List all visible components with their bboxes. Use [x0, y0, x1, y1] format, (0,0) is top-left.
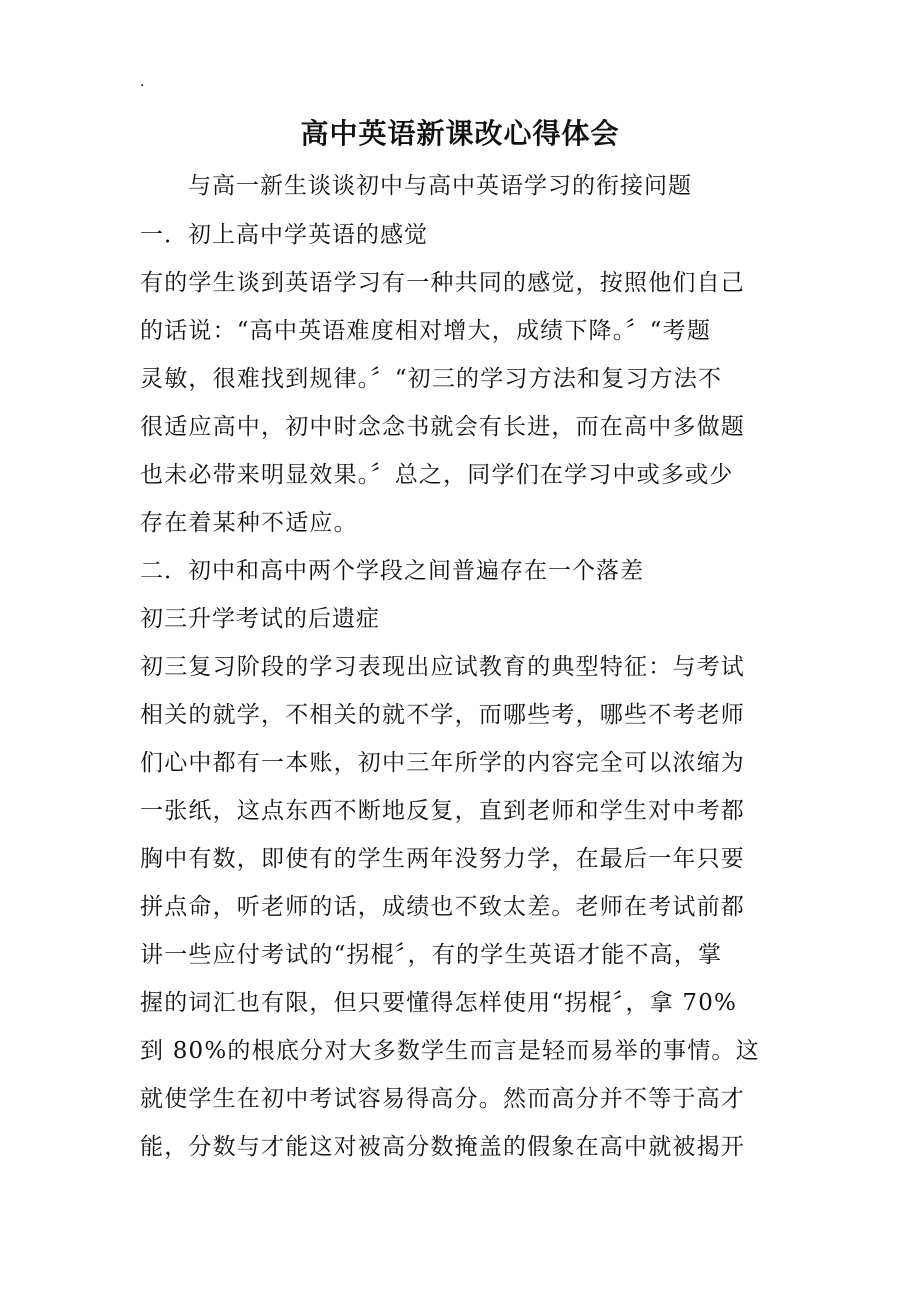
paragraph-line: 能，分数与才能这对被高分数掩盖的假象在高中就被揭开 — [140, 1134, 745, 1160]
paragraph-line: 很适应高中，初中时念念书就会有长进，而在高中多做题 — [140, 414, 745, 440]
paragraph-line: 的话说：“高中英语难度相对增大，成绩下降。〞“考题 — [140, 318, 712, 344]
paragraph-line: 到 80%的根底分对大多数学生而言是轻而易举的事情。这 — [140, 1038, 760, 1064]
paragraph-line: 有的学生谈到英语学习有一种共同的感觉，按照他们自己 — [140, 270, 745, 296]
paragraph-line: 也未必带来明显效果。〞总之，同学们在学习中或多或少 — [140, 462, 734, 488]
document-subtitle: 与高一新生谈谈初中与高中英语学习的衔接问题 — [188, 173, 692, 199]
paragraph-line: 存在着某种不适应。 — [140, 510, 358, 536]
section-heading-1: 一．初上高中学英语的感觉 — [140, 222, 428, 248]
paragraph-line: 握的词汇也有限，但只要懂得怎样使用“拐棍〞，拿 70% — [140, 990, 738, 1016]
document-body — [140, 211, 780, 1171]
paragraph-line: 讲一些应付考试的“拐棍〞，有的学生英语才能不高，掌 — [140, 942, 723, 968]
paragraph-line: 灵敏，很难找到规律。〞“初三的学习方法和复习方法不 — [140, 366, 723, 392]
paragraph-line: 就使学生在初中考试容易得高分。然而高分并不等于高才 — [140, 1086, 745, 1112]
page-marker-dot: . — [140, 74, 145, 90]
subsection-heading: 初三升学考试的后遗症 — [140, 606, 380, 632]
paragraph-line: 相关的就学，不相关的就不学，而哪些考，哪些不考老师 — [140, 702, 745, 728]
paragraph-line: 拼点命，听老师的话，成绩也不致太差。老师在考试前都 — [140, 894, 745, 920]
paragraph-line: 们心中都有一本账，初中三年所学的内容完全可以浓缩为 — [140, 750, 745, 776]
section-heading-2: 二．初中和高中两个学段之间普遍存在一个落差 — [140, 558, 644, 584]
document-title: 高中英语新课改心得体会 — [300, 117, 620, 150]
paragraph-line: 胸中有数，即使有的学生两年没努力学，在最后一年只要 — [140, 846, 745, 872]
paragraph-line: 初三复习阶段的学习表现出应试教育的典型特征：与考试 — [140, 654, 745, 680]
paragraph-line: 一张纸，这点东西不断地反复，直到老师和学生对中考都 — [140, 798, 745, 824]
